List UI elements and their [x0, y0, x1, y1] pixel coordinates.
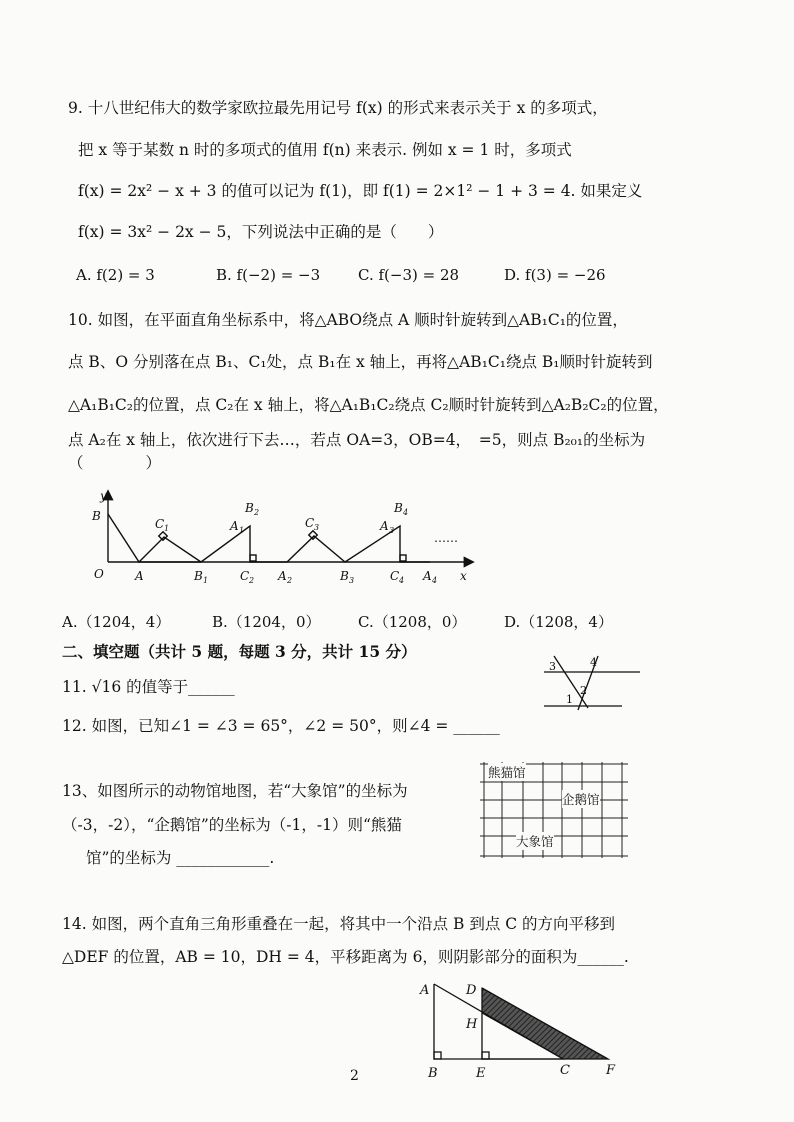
q9-option-c[interactable]: C. f(−3) = 28	[358, 266, 460, 284]
q9-option-a[interactable]: A. f(2) = 3	[76, 266, 155, 284]
q10-option-a[interactable]: A.（1204，4）	[62, 613, 171, 631]
fig-sub-a3: 3	[389, 526, 395, 535]
fig-sub-b4: 4	[403, 508, 409, 517]
q13-line-3: 馆”的坐标为 ____________.	[86, 849, 275, 867]
q14-label-c: C	[560, 1063, 570, 1078]
q11-text: 11. √16 的值等于______	[62, 678, 235, 696]
q13-line-1: 13、如图所示的动物馆地图，若“大象馆”的坐标为	[62, 782, 408, 800]
map-label-panda: 熊猫馆	[488, 765, 526, 780]
fig-sub-a4: 4	[432, 576, 438, 585]
q14-label-a: A	[420, 983, 430, 998]
q12-text: 12. 如图，已知∠1 = ∠3 = 65°，∠2 = 50°，则∠4 = ______	[62, 717, 500, 735]
q12-angle-1: 1	[566, 693, 573, 706]
q14-line-2: △DEF 的位置，AB = 10，DH = 4，平移距离为 6，则阴影部分的面积为______.	[62, 948, 629, 966]
q10-line-2: 点 B、O 分别落在点 B₁、C₁处，点 B₁在 x 轴上，再将△AB₁C₁绕点 B₁顺时针旋转到	[68, 353, 653, 371]
fig-label-c2: C	[240, 569, 250, 583]
q9-option-b[interactable]: B. f(−2) = −3	[216, 266, 321, 284]
fig-label-b1: B	[194, 569, 203, 583]
q9-line-1: 9. 十八世纪伟大的数学家欧拉最先用记号 f(x) 的形式来表示关于 x 的多项式，	[68, 99, 608, 117]
fig-sub-b2: 2	[254, 508, 260, 517]
q10-line-3: △A₁B₁C₂的位置，点 C₂在 x 轴上，将△A₁B₁C₂绕点 C₂顺时针旋转到△A₂B₂C₂的位置，	[68, 396, 669, 414]
q10-option-d[interactable]: D.（1208，4）	[504, 613, 613, 631]
map-label-penguin: 企鹅馆	[562, 792, 600, 807]
fig-label-c4: C	[390, 569, 400, 583]
q13-line-2: （-3，-2），“企鹅馆”的坐标为（-1，-1）则“熊猫	[62, 816, 402, 834]
q14-label-f: F	[606, 1063, 616, 1078]
q10-line-5: （ ）	[68, 454, 162, 472]
fig-label-a1: A	[230, 519, 239, 533]
q12-angle-figure	[538, 650, 648, 712]
q10-option-b[interactable]: B.（1204，0）	[212, 613, 321, 631]
section-title: 二、填空题（共计 5 题，每题 3 分，共计 15 分）	[62, 642, 417, 661]
q10-rotation-figure	[80, 484, 480, 594]
q13-zoo-map	[480, 760, 630, 860]
q14-label-e: E	[476, 1066, 486, 1081]
map-label-elephant: 大象馆	[516, 834, 554, 849]
q9-line-2: 把 x 等于某数 n 时的多项式的值用 f(n) 来表示. 例如 x = 1 时，多项式	[78, 141, 572, 159]
q9-option-d[interactable]: D. f(3) = −26	[504, 266, 606, 284]
q10-line-1: 10. 如图，在平面直角坐标系中，将△ABO绕点 A 顺时针旋转到△AB₁C₁的位置，	[68, 311, 628, 329]
q14-line-1: 14. 如图，两个直角三角形重叠在一起，将其中一个沿点 B 到点 C 的方向平移到	[62, 915, 616, 933]
fig-ellipsis: ……	[434, 531, 458, 545]
q9-line-4: f(x) = 3x² − 2x − 5，下列说法中正确的是（ ）	[78, 223, 444, 241]
fig-label-x: x	[460, 569, 467, 583]
fig-sub-c3: 3	[314, 523, 320, 532]
fig-sub-b1: 1	[203, 576, 209, 585]
fig-label-b2: B	[245, 501, 254, 515]
q10-line-4: 点 A₂在 x 轴上，依次进行下去…，若点 OA=3，OB=4， =5，则点 B₂₀₁的坐标为	[68, 431, 646, 449]
fig-label-c3: C	[305, 516, 315, 530]
fig-label-a3: A	[380, 519, 389, 533]
fig-sub-b3: 3	[349, 576, 355, 585]
fig-label-y: y	[100, 489, 107, 503]
q14-label-h: H	[466, 1017, 478, 1032]
fig-label-o: O	[94, 567, 104, 581]
fig-label-a2: A	[278, 569, 287, 583]
q10-option-c[interactable]: C.（1208，0）	[358, 613, 467, 631]
fig-sub-c1: 1	[164, 524, 170, 533]
fig-sub-c2: 2	[249, 576, 255, 585]
q9-line-3: f(x) = 2x² − x + 3 的值可以记为 f(1)，即 f(1) = 2×1² − 1 + 3 = 4. 如果定义	[78, 182, 643, 200]
fig-label-b4: B	[394, 501, 403, 515]
fig-sub-a2: 2	[287, 576, 293, 585]
q14-label-d: D	[466, 983, 477, 998]
fig-label-b: B	[92, 509, 101, 523]
fig-label-a4: A	[423, 569, 432, 583]
q12-angle-2: 2	[580, 684, 587, 697]
q12-angle-3: 3	[549, 660, 556, 673]
fig-sub-a1: 1	[239, 526, 245, 535]
fig-label-b3: B	[340, 569, 349, 583]
fig-label-c1: C	[155, 517, 165, 531]
q14-triangle-figure	[408, 974, 628, 1084]
fig-label-a: A	[135, 569, 144, 583]
fig-sub-c4: 4	[399, 576, 405, 585]
page-number: 2	[350, 1068, 359, 1084]
q12-angle-4: 4	[590, 656, 597, 669]
q14-label-b: B	[428, 1066, 438, 1081]
